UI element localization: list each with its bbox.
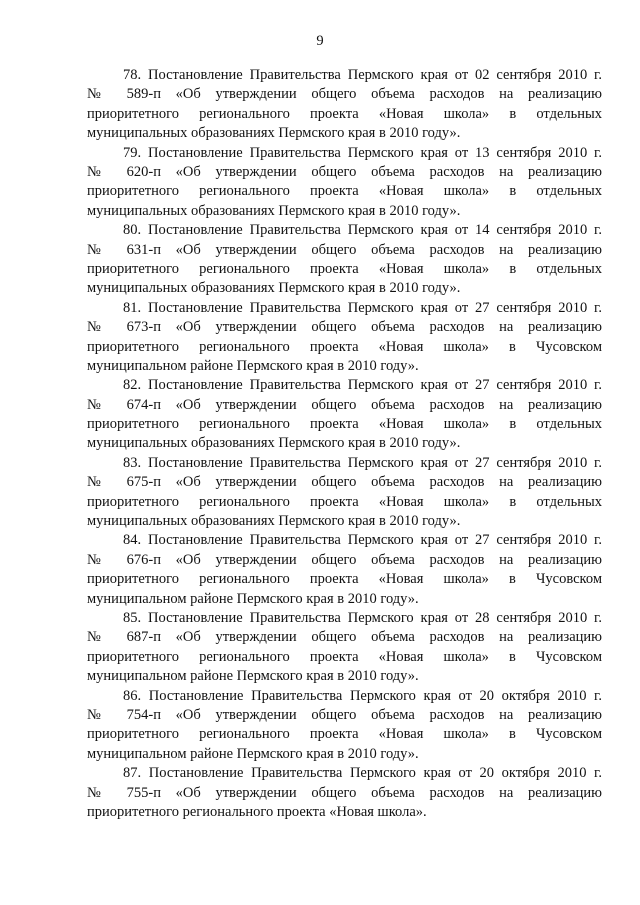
entry-text-line: муниципальном районе Пермского края в 2010 году».: [87, 357, 419, 374]
entry-text-line: № 754-п «Об утверждении общего объема расходов на реализацию: [87, 707, 602, 724]
entry-text-line: приоритетного регионального проекта «Новая школа» в отдельных: [87, 416, 602, 433]
entry-text-line: приоритетного регионального проекта «Новая школа» в отдельных: [87, 493, 602, 510]
entry-text-line: № 675-п «Об утверждении общего объема расходов на реализацию: [87, 474, 602, 491]
list-item: [87, 144, 602, 222]
list-item: [87, 454, 602, 532]
entry-text-line: муниципальных образованиях Пермского края в 2010 году».: [87, 202, 461, 219]
entry-heading-line: 79. Постановление Правительства Пермского края от 13 сентября 2010 г.: [123, 144, 602, 161]
page-number: 9: [316, 33, 324, 49]
entry-text-line: муниципальных образованиях Пермского края в 2010 году».: [87, 513, 461, 530]
entry-text-line: муниципальном районе Пермского края в 2010 году».: [87, 668, 419, 685]
entry-text-line: приоритетного регионального проекта «Новая школа» в Чусовском: [87, 648, 602, 665]
entry-heading-line: 85. Постановление Правительства Пермского края от 28 сентября 2010 г.: [123, 610, 602, 627]
entry-text-line: приоритетного регионального проекта «Новая школа» в Чусовском: [87, 571, 602, 588]
entry-heading-line: 83. Постановление Правительства Пермского края от 27 сентября 2010 г.: [123, 454, 602, 471]
entry-text-line: муниципальных образованиях Пермского края в 2010 году».: [87, 435, 461, 452]
entry-text-line: № 620-п «Об утверждении общего объема расходов на реализацию: [87, 163, 602, 180]
entry-text-line: муниципальных образованиях Пермского края в 2010 году».: [87, 280, 461, 297]
entry-text-line: приоритетного регионального проекта «Новая школа» в отдельных: [87, 105, 602, 122]
list-item: [87, 376, 602, 454]
list-item: [87, 66, 602, 144]
entry-text-line: приоритетного регионального проекта «Новая школа» в Чусовском: [87, 338, 602, 355]
entry-text-line: муниципальном районе Пермского края в 2010 году».: [87, 745, 419, 762]
entry-text-line: приоритетного регионального проекта «Новая школа».: [87, 803, 427, 820]
entry-heading-line: 86. Постановление Правительства Пермского края от 20 октября 2010 г.: [123, 687, 602, 704]
entry-heading-line: 87. Постановление Правительства Пермского края от 20 октября 2010 г.: [123, 765, 602, 782]
entry-text-line: приоритетного регионального проекта «Новая школа» в Чусовском: [87, 726, 602, 743]
list-item: [87, 299, 602, 377]
list-item: [87, 531, 602, 609]
list-item: [87, 687, 602, 765]
entry-text-line: № 687-п «Об утверждении общего объема расходов на реализацию: [87, 629, 602, 646]
entry-text-line: № 631-п «Об утверждении общего объема расходов на реализацию: [87, 241, 602, 258]
entry-text-line: приоритетного регионального проекта «Новая школа» в отдельных: [87, 183, 602, 200]
entry-heading-line: 80. Постановление Правительства Пермского края от 14 сентября 2010 г.: [123, 222, 602, 239]
entry-text-line: муниципальных образованиях Пермского края в 2010 году».: [87, 125, 461, 142]
entry-text-line: приоритетного регионального проекта «Новая школа» в отдельных: [87, 260, 602, 277]
entry-text-line: № 589-п «Об утверждении общего объема расходов на реализацию: [87, 86, 602, 103]
entry-heading-line: 78. Постановление Правительства Пермского края от 02 сентября 2010 г.: [123, 67, 602, 83]
entry-heading-line: 82. Постановление Правительства Пермского края от 27 сентября 2010 г.: [123, 377, 602, 394]
list-item: [87, 764, 602, 822]
entry-heading-line: 84. Постановление Правительства Пермского края от 27 сентября 2010 г.: [123, 532, 602, 549]
entry-text-line: № 755-п «Об утверждении общего объема расходов на реализацию: [87, 784, 602, 801]
document-body: [87, 66, 602, 822]
entry-text-line: № 676-п «Об утверждении общего объема расходов на реализацию: [87, 551, 602, 568]
entry-heading-line: 81. Постановление Правительства Пермского края от 27 сентября 2010 г.: [123, 299, 602, 316]
entry-text-line: № 673-п «Об утверждении общего объема расходов на реализацию: [87, 319, 602, 336]
list-item: [87, 221, 602, 299]
entry-text-line: № 674-п «Об утверждении общего объема расходов на реализацию: [87, 396, 602, 413]
entry-text-line: муниципальном районе Пермского края в 2010 году».: [87, 590, 419, 607]
list-item: [87, 609, 602, 687]
